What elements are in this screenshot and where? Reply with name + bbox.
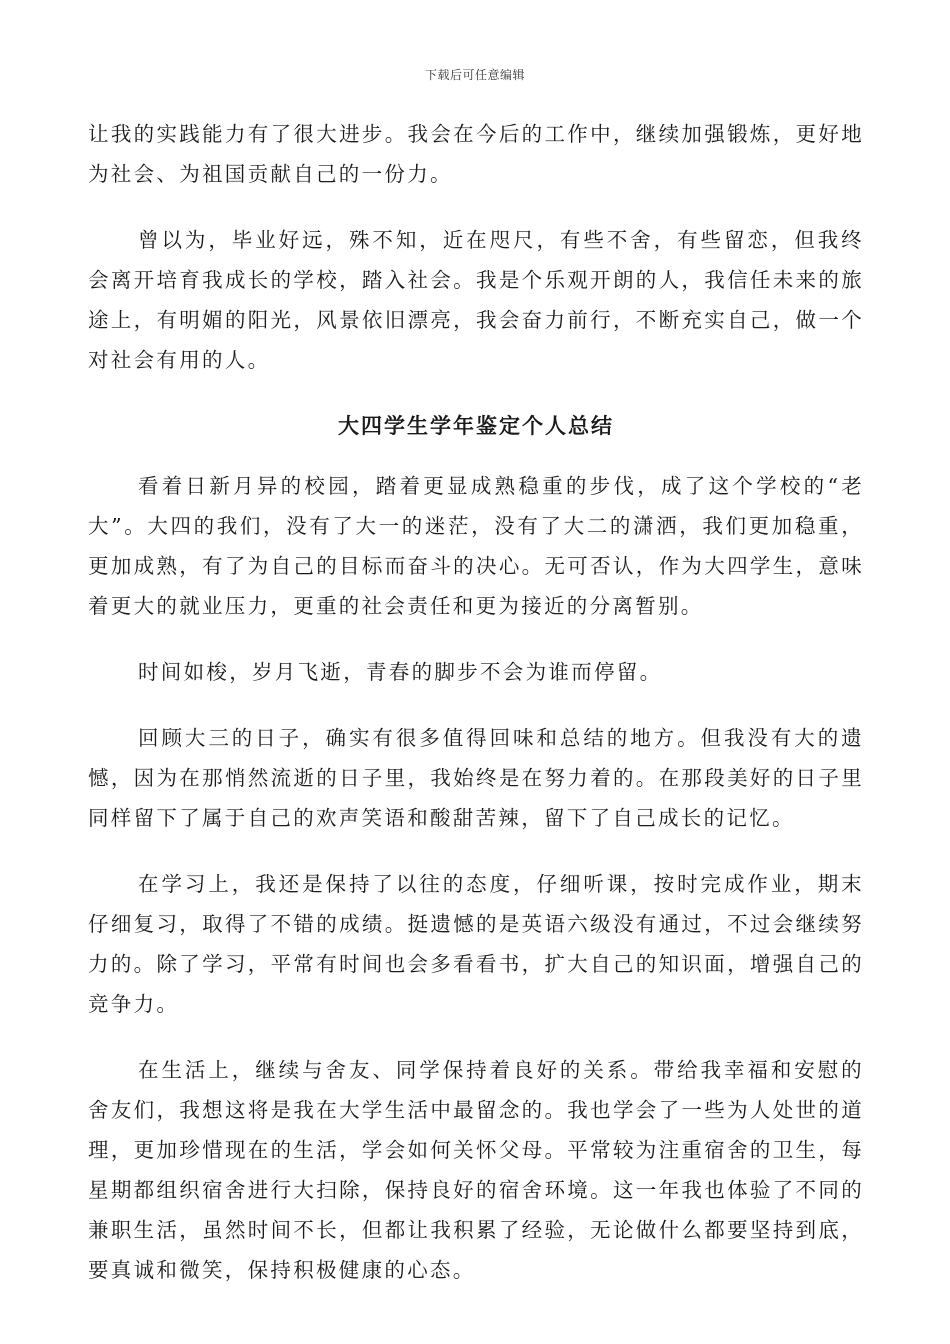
paragraph-life: 在生活上，继续与舍友、同学保持着良好的关系。带给我幸福和安慰的舍友们，我想这将是我在大学生活中最留念的。我也学会了一些为人处世的道理，更加珍惜现在的生活，学会如何关怀父母。平常较为注重宿舍的卫生，每星期都组织宿舍进行大扫除，保持良好的宿舍环境。这一年我也体验了不同的兼职生活，虽然时间不长，但都让我积累了经验，无论做什么都要坚持到底，要真诚和微笑，保持积极健康的心态。 <box>88 1058 864 1282</box>
paragraph-farewell: 曾以为，毕业好远，殊不知，近在咫尺，有些不舍，有些留恋，但我终会离开培育我成长的学校，踏入社会。我是个乐观开朗的人，我信任未来的旅途上，有明媚的阳光，风景依旧漂亮，我会奋力前行，不断充实自己，做一个对社会有用的人。 <box>88 228 864 372</box>
paragraph-review: 回顾大三的日子，确实有很多值得回味和总结的地方。但我没有大的遗憾，因为在那悄然流逝的日子里，我始终是在努力着的。在那段美好的日子里同样留下了属于自己的欢声笑语和酸甜苦辣，留下了自己成长的记忆。 <box>88 726 864 830</box>
paragraph-continuation: 让我的实践能力有了很大进步。我会在今后的工作中，继续加强锻炼，更好地为社会、为祖国贡献自己的一份力。 <box>88 122 864 186</box>
page-header-note: 下载后可任意编辑 <box>424 68 525 82</box>
paragraph-intro: 看着日新月异的校园，踏着更显成熟稳重的步伐，成了这个学校的“老大”。大四的我们，没有了大一的迷茫，没有了大二的潇洒，我们更加稳重，更加成熟，有了为自己的目标而奋斗的决心。无可否认，作为大四学生，意味着更大的就业压力，更重的社会责任和更为接近的分离暂别。 <box>88 474 864 618</box>
paragraph-study: 在学习上，我还是保持了以往的态度，仔细听课，按时完成作业，期末仔细复习，取得了不错的成绩。挺遗憾的是英语六级没有通过，不过会继续努力的。除了学习，平常有时间也会多看看书，扩大自己的知识面，增强自己的竞争力。 <box>88 872 864 1016</box>
document-body <box>88 114 864 1316</box>
paragraph-time: 时间如梭，岁月飞逝，青春的脚步不会为谁而停留。 <box>138 660 663 684</box>
section-heading: 大四学生学年鉴定个人总结 <box>338 413 614 438</box>
